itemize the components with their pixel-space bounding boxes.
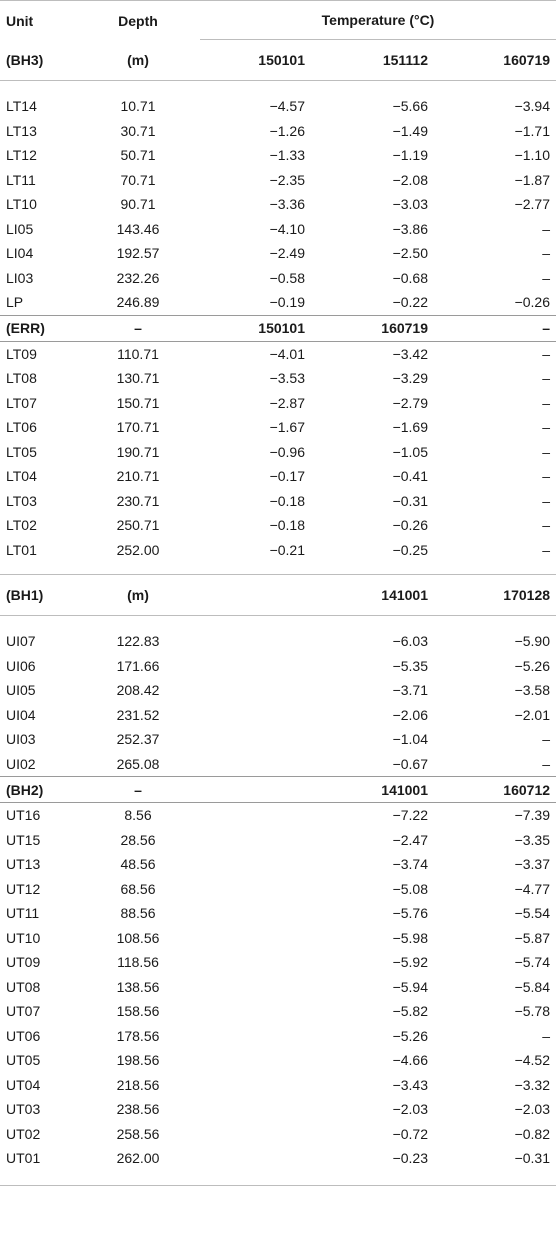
temp-cell: −3.74 (392, 856, 428, 873)
temp-cell: −1.10 (514, 147, 551, 164)
section-depth: – (88, 777, 188, 803)
depth-cell: 68.56 (120, 880, 156, 897)
unit-cell: UT12 (6, 880, 41, 897)
temp-cell: −3.03 (392, 196, 428, 213)
table-row (0, 415, 556, 440)
depth-cell: 130.71 (116, 370, 160, 387)
temp-cell: −5.92 (392, 954, 428, 971)
empty-cell (188, 1048, 311, 1073)
temp-cell: −3.37 (514, 856, 551, 873)
temp-cell: −3.86 (392, 220, 428, 237)
depth-cell: 218.56 (116, 1076, 160, 1093)
table-row (0, 143, 556, 168)
unit-cell: UT07 (6, 1003, 41, 1020)
temp-cell: −1.71 (514, 122, 551, 139)
depth-cell: 252.00 (116, 541, 160, 558)
temp-cell: −5.08 (392, 880, 428, 897)
temp-cell: −0.18 (269, 517, 305, 534)
table-row (0, 513, 556, 538)
header-bh3: (BH3) (0, 40, 88, 81)
section-depth: – (88, 315, 188, 341)
temp-cell: −1.67 (269, 419, 305, 436)
depth-cell: 8.56 (124, 807, 152, 824)
temp-cell: −0.31 (392, 492, 428, 509)
unit-cell: LT02 (6, 517, 37, 534)
temp-cell: −0.21 (269, 541, 305, 558)
table-row (0, 678, 556, 703)
temp-cell: −5.87 (514, 929, 551, 946)
unit-cell: UT04 (6, 1076, 41, 1093)
section-date: 160712 (434, 777, 556, 803)
temp-cell: −3.58 (514, 682, 551, 699)
table-row (0, 538, 556, 563)
depth-cell: 190.71 (116, 443, 160, 460)
temp-cell: – (542, 731, 551, 748)
header-temperature (188, 1, 556, 41)
temp-cell: −5.54 (514, 905, 551, 922)
header-depth: Depth (88, 1, 188, 41)
table-row (0, 1024, 556, 1049)
empty-cell (188, 1097, 311, 1122)
unit-cell: UI07 (6, 633, 36, 650)
temp-cell: −0.82 (514, 1125, 551, 1142)
temp-cell: −0.26 (392, 517, 428, 534)
temp-cell: −5.82 (392, 1003, 428, 1020)
temp-cell: – (542, 370, 551, 387)
depth-cell: 232.26 (116, 269, 160, 286)
unit-cell: UT03 (6, 1101, 41, 1118)
depth-cell: 231.52 (116, 706, 160, 723)
header-date-2: 151112 (311, 40, 434, 81)
table-row (0, 489, 556, 514)
temp-cell: −3.71 (392, 682, 428, 699)
spacer-row (0, 616, 556, 630)
header-date-3: 160719 (434, 40, 556, 81)
section-date: 150101 (188, 315, 311, 341)
temp-cell: −2.35 (269, 171, 305, 188)
section-date: 141001 (311, 575, 434, 616)
temp-cell: −2.87 (269, 394, 305, 411)
temp-cell: −0.67 (392, 755, 428, 772)
empty-cell (188, 752, 311, 777)
temp-cell: −1.26 (269, 122, 305, 139)
depth-cell: 90.71 (120, 196, 156, 213)
table-row (0, 464, 556, 489)
empty-cell (188, 828, 311, 853)
temp-cell: −5.26 (514, 657, 551, 674)
empty-cell (188, 703, 311, 728)
temp-cell: −0.41 (392, 468, 428, 485)
temp-cell: −3.29 (392, 370, 428, 387)
depth-cell: 170.71 (116, 419, 160, 436)
unit-cell: UT06 (6, 1027, 41, 1044)
temp-cell: −3.43 (392, 1076, 428, 1093)
temp-cell: −4.57 (269, 98, 305, 115)
temp-cell: −2.77 (514, 196, 551, 213)
table-row (0, 803, 556, 828)
depth-cell: 262.00 (116, 1150, 160, 1167)
temp-cell: – (542, 517, 551, 534)
empty-cell (188, 654, 311, 679)
temp-cell: −6.03 (392, 633, 428, 650)
empty-cell (188, 901, 311, 926)
temp-cell: – (542, 394, 551, 411)
depth-cell: 171.66 (116, 657, 160, 674)
depth-cell: 28.56 (120, 831, 156, 848)
table-row (0, 828, 556, 853)
table-row (0, 703, 556, 728)
temp-cell: −3.42 (392, 345, 428, 362)
depth-cell: 158.56 (116, 1003, 160, 1020)
temp-cell: −5.66 (392, 98, 428, 115)
temp-cell: −7.39 (514, 807, 551, 824)
temp-cell: – (542, 541, 551, 558)
empty-cell (188, 975, 311, 1000)
unit-cell: UT13 (6, 856, 41, 873)
depth-cell: 122.83 (116, 633, 160, 650)
table-row (0, 752, 556, 777)
temp-cell: −5.98 (392, 929, 428, 946)
table-body (0, 1, 556, 1186)
depth-cell: 108.56 (116, 929, 160, 946)
temp-cell: −2.01 (514, 706, 551, 723)
empty-cell (188, 1073, 311, 1098)
unit-cell: LI05 (6, 220, 34, 237)
unit-cell: LT11 (6, 171, 36, 188)
unit-cell: LI04 (6, 245, 34, 262)
temp-cell: −5.35 (392, 657, 428, 674)
unit-cell: LT09 (6, 345, 37, 362)
unit-cell: LT06 (6, 419, 37, 436)
temp-cell: −3.35 (514, 831, 551, 848)
table-row (0, 926, 556, 951)
empty-cell (188, 852, 311, 877)
temp-cell: −0.26 (514, 294, 551, 311)
depth-cell: 50.71 (120, 147, 156, 164)
depth-cell: 250.71 (116, 517, 160, 534)
temp-cell: −4.10 (269, 220, 305, 237)
section-label: (ERR) (0, 315, 88, 341)
empty-cell (188, 678, 311, 703)
depth-cell: 30.71 (120, 122, 156, 139)
depth-cell: 10.71 (120, 98, 156, 115)
temp-cell: −3.53 (269, 370, 305, 387)
depth-cell: 118.56 (117, 954, 159, 971)
temp-cell: −0.23 (392, 1150, 428, 1167)
temp-cell: −5.76 (392, 905, 428, 922)
temp-cell: −3.94 (514, 98, 551, 115)
unit-cell: UT15 (6, 831, 41, 848)
spacer-row (0, 81, 556, 95)
temp-cell: – (542, 492, 551, 509)
temp-cell: −5.74 (514, 954, 551, 971)
temp-cell: – (542, 269, 551, 286)
section-header-bh1 (0, 575, 556, 616)
section-header-bh2 (0, 777, 556, 803)
table-row (0, 119, 556, 144)
table-row (0, 168, 556, 193)
depth-cell: 246.89 (116, 294, 160, 311)
temp-cell: −4.52 (514, 1052, 551, 1069)
unit-cell: LT03 (6, 492, 37, 509)
depth-cell: 150.71 (116, 394, 160, 411)
temp-cell: – (542, 468, 551, 485)
table-row (0, 975, 556, 1000)
depth-cell: 230.71 (116, 492, 160, 509)
temp-cell: −1.33 (269, 147, 305, 164)
table-row (0, 877, 556, 902)
temp-cell: −2.06 (392, 706, 428, 723)
temp-cell: −7.22 (392, 807, 428, 824)
unit-cell: UI05 (6, 682, 36, 699)
header-unit: Unit (0, 1, 88, 41)
temp-cell: – (542, 443, 551, 460)
unit-cell: UI03 (6, 731, 36, 748)
table-row (0, 366, 556, 391)
unit-cell: LT10 (6, 196, 37, 213)
depth-cell: 198.56 (116, 1052, 160, 1069)
unit-cell: UI06 (6, 657, 36, 674)
header-row-2 (0, 40, 556, 81)
unit-cell: UT09 (6, 954, 41, 971)
temp-cell: −1.69 (392, 419, 428, 436)
empty-cell (188, 999, 311, 1024)
temp-cell: −2.03 (514, 1101, 551, 1118)
spacer-row (0, 562, 556, 575)
unit-cell: UT11 (6, 905, 40, 922)
depth-cell: 265.08 (116, 755, 160, 772)
temp-cell: −2.50 (392, 245, 428, 262)
table-row (0, 1097, 556, 1122)
spacer-cell (0, 1171, 556, 1186)
empty-cell (188, 877, 311, 902)
temp-cell: −5.84 (514, 978, 551, 995)
unit-cell: LT14 (6, 98, 37, 115)
unit-cell: UT16 (6, 807, 41, 824)
depth-cell: 210.71 (116, 468, 160, 485)
table-row (0, 391, 556, 416)
spacer-cell (0, 81, 556, 95)
unit-cell: LT05 (6, 443, 37, 460)
temp-cell: −2.79 (392, 394, 428, 411)
temp-cell: −4.77 (514, 880, 551, 897)
empty-cell (188, 803, 311, 828)
table-row (0, 290, 556, 315)
temp-cell: −5.90 (514, 633, 551, 650)
unit-cell: LT04 (6, 468, 37, 485)
temp-cell: −0.68 (392, 269, 428, 286)
section-date: 160719 (311, 315, 434, 341)
temp-cell: −0.72 (392, 1125, 428, 1142)
empty-cell (188, 575, 311, 616)
depth-cell: 208.42 (116, 682, 160, 699)
temp-cell: −5.78 (514, 1003, 551, 1020)
table-row (0, 1048, 556, 1073)
unit-cell: UT05 (6, 1052, 41, 1069)
table-row (0, 852, 556, 877)
temp-cell: −2.08 (392, 171, 428, 188)
empty-cell (188, 629, 311, 654)
table-row (0, 999, 556, 1024)
temp-cell: – (542, 345, 551, 362)
temp-cell: – (542, 245, 551, 262)
table-row (0, 217, 556, 242)
table-row (0, 1122, 556, 1147)
unit-cell: UI04 (6, 706, 36, 723)
header-depth-unit: (m) (88, 40, 188, 81)
depth-cell: 70.71 (120, 171, 156, 188)
temp-cell: −0.17 (269, 468, 305, 485)
spacer-row (0, 1171, 556, 1186)
temp-cell: −0.96 (269, 443, 305, 460)
temp-cell: −0.31 (514, 1150, 551, 1167)
table-row (0, 341, 556, 366)
header-temperature-label: Temperature (°C) (200, 1, 556, 40)
temp-cell: −3.36 (269, 196, 305, 213)
unit-cell: LT07 (6, 394, 37, 411)
temp-cell: −4.01 (269, 345, 305, 362)
temp-cell: – (542, 1027, 551, 1044)
depth-cell: 88.56 (120, 905, 156, 922)
table-row (0, 1073, 556, 1098)
section-label: (BH1) (0, 575, 88, 616)
temp-cell: −1.05 (392, 443, 428, 460)
unit-cell: UI02 (6, 755, 36, 772)
temp-cell: −2.49 (269, 245, 305, 262)
temp-cell: – (542, 755, 551, 772)
section-date: 141001 (311, 777, 434, 803)
depth-cell: 143.46 (116, 220, 160, 237)
spacer-cell (0, 562, 556, 575)
header-date-1: 150101 (188, 40, 311, 81)
temp-cell: −1.87 (514, 171, 551, 188)
temp-cell: −1.19 (392, 147, 428, 164)
table-row (0, 950, 556, 975)
temp-cell: −1.04 (392, 731, 428, 748)
temp-cell: – (542, 419, 551, 436)
temp-cell: −3.32 (514, 1076, 551, 1093)
temp-cell: −5.26 (392, 1027, 428, 1044)
unit-cell: LT12 (6, 147, 37, 164)
unit-cell: UT01 (6, 1150, 41, 1167)
empty-cell (188, 727, 311, 752)
section-header-err (0, 315, 556, 341)
temp-cell: −0.19 (269, 294, 305, 311)
empty-cell (188, 950, 311, 975)
temp-cell: −0.25 (392, 541, 428, 558)
table-row (0, 1146, 556, 1171)
unit-cell: UT08 (6, 978, 41, 995)
table-row (0, 94, 556, 119)
header-row-1 (0, 1, 556, 41)
table-row (0, 654, 556, 679)
spacer-cell (0, 616, 556, 630)
table-row (0, 241, 556, 266)
table-row (0, 266, 556, 291)
table-row (0, 440, 556, 465)
temp-cell: – (542, 220, 551, 237)
depth-cell: 178.56 (116, 1027, 160, 1044)
depth-cell: 110.71 (117, 345, 159, 362)
unit-cell: LT13 (6, 122, 37, 139)
unit-cell: LT01 (6, 541, 37, 558)
unit-cell: UT10 (6, 929, 41, 946)
depth-cell: 258.56 (116, 1125, 160, 1142)
table-row (0, 901, 556, 926)
depth-cell: 252.37 (116, 731, 160, 748)
temp-cell: −0.58 (269, 269, 305, 286)
depth-cell: 238.56 (116, 1101, 160, 1118)
unit-cell: LI03 (6, 269, 34, 286)
temp-cell: −2.03 (392, 1101, 428, 1118)
temp-cell: −0.18 (269, 492, 305, 509)
empty-cell (188, 1024, 311, 1049)
unit-cell: UT02 (6, 1125, 41, 1142)
section-date: – (434, 315, 556, 341)
section-label: (BH2) (0, 777, 88, 803)
unit-cell: LT08 (6, 370, 37, 387)
unit-cell: LP (6, 294, 24, 311)
table-row (0, 727, 556, 752)
section-depth: (m) (88, 575, 188, 616)
empty-cell (188, 1122, 311, 1147)
empty-cell (188, 1146, 311, 1171)
temp-cell: −4.66 (392, 1052, 428, 1069)
temp-cell: −5.94 (392, 978, 428, 995)
depth-cell: 192.57 (116, 245, 160, 262)
depth-cell: 138.56 (116, 978, 160, 995)
table-row (0, 629, 556, 654)
table-row (0, 192, 556, 217)
empty-cell (188, 926, 311, 951)
empty-cell (188, 777, 311, 803)
temp-cell: −2.47 (392, 831, 428, 848)
temp-cell: −1.49 (392, 122, 428, 139)
depth-cell: 48.56 (120, 856, 156, 873)
section-date: 170128 (434, 575, 556, 616)
temp-cell: −0.22 (392, 294, 428, 311)
